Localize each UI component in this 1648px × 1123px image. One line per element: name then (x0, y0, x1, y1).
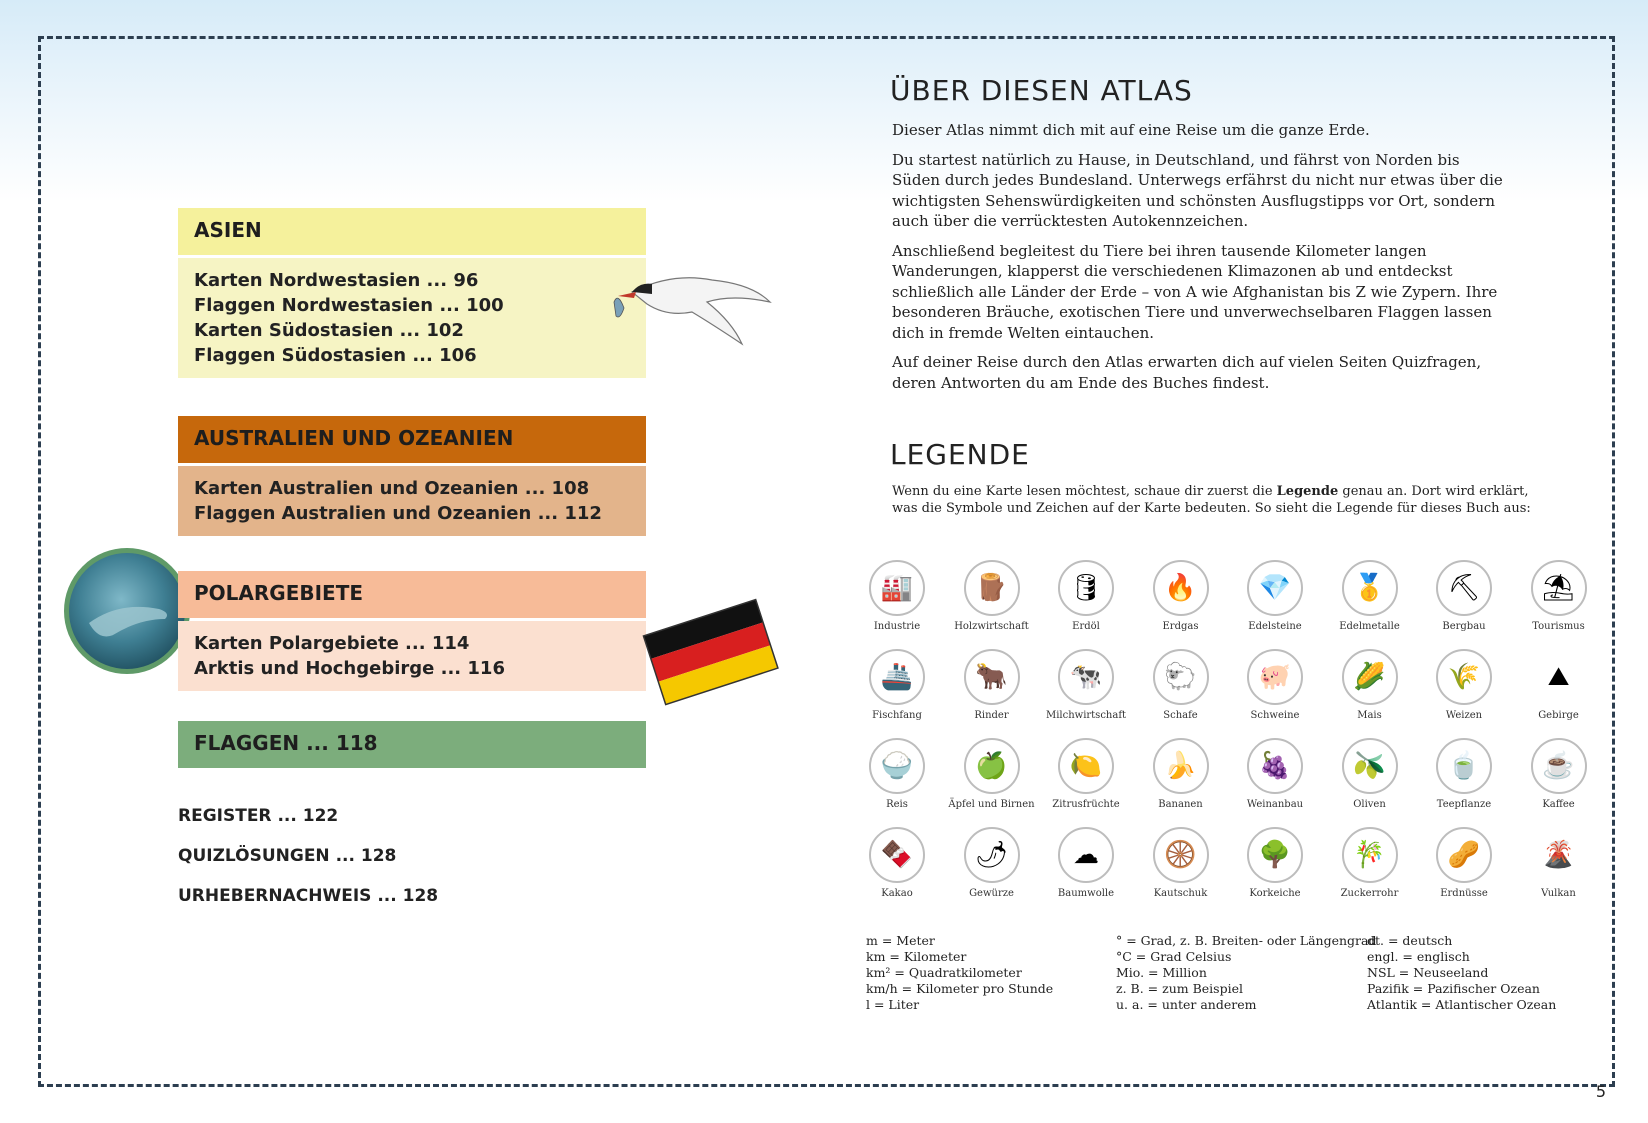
about-text (892, 120, 1512, 402)
toc-urhebernachweis[interactable]: URHEBERNACHWEIS ... 128 (178, 886, 439, 906)
legend-intro-bold: Legende (1276, 484, 1339, 499)
legend-item (1136, 560, 1226, 632)
toc-item[interactable]: Flaggen Südostasien ... 106 (194, 345, 477, 366)
toc-section-flaggen (178, 721, 646, 768)
legend-label: Mais (1357, 710, 1382, 721)
legend-item (1230, 560, 1320, 632)
legend-item (1419, 827, 1509, 899)
legend-icon: 🐑 (1153, 649, 1209, 705)
legend-label: Edelmetalle (1339, 621, 1400, 632)
about-paragraph: Dieser Atlas nimmt dich mit auf eine Reise um die ganze Erde. (892, 121, 1370, 139)
legend-item (947, 649, 1037, 721)
abbreviation: °C = Grad Celsius (1116, 949, 1232, 964)
legend-label: Erdöl (1072, 621, 1100, 632)
legend-item (1514, 738, 1604, 810)
toc-item[interactable]: Karten Polargebiete ... 114 (194, 633, 470, 654)
legend-label: Erdnüsse (1440, 888, 1488, 899)
abbreviation: l = Liter (866, 997, 920, 1012)
legend-item (1325, 738, 1415, 810)
toc-list-asien (178, 258, 646, 378)
legend-icon: ☁ (1058, 827, 1114, 883)
legend-item (1041, 738, 1131, 810)
legend-item (1419, 560, 1509, 632)
legend-label: Vulkan (1541, 888, 1576, 899)
abbreviation: ° = Grad, z. B. Breiten- oder Längengrad (1116, 933, 1377, 948)
legend-label: Schafe (1163, 710, 1198, 721)
abbreviation: z. B. = zum Beispiel (1116, 981, 1243, 996)
legend-icon: ⛰ (1531, 649, 1587, 705)
toc-section-polargebiete (178, 571, 646, 691)
legend-icon: 🪵 (964, 560, 1020, 616)
legend-title: LEGENDE (890, 438, 1030, 471)
german-flag-illustration (640, 594, 782, 712)
legend-label: Teepflanze (1436, 799, 1492, 810)
legend-label: Kaffee (1542, 799, 1575, 810)
abbreviation: km = Kilometer (866, 949, 967, 964)
legend-item (1041, 560, 1131, 632)
legend-label: Oliven (1353, 799, 1386, 810)
page-number: 5 (1595, 1082, 1606, 1101)
about-paragraph: Auf deiner Reise durch den Atlas erwarten dich auf vielen Seiten Quizfragen, deren Antworten du am Ende des Buches findest. (892, 353, 1482, 392)
legend-item (1136, 827, 1226, 899)
legend-intro (892, 483, 1532, 517)
legend-item (1514, 649, 1604, 721)
legend-item (1041, 827, 1131, 899)
toc-item[interactable]: Arktis und Hochgebirge ... 116 (194, 658, 505, 679)
legend-icon: 🍚 (869, 738, 925, 794)
toc-item[interactable]: Flaggen Australien und Ozeanien ... 112 (194, 503, 602, 524)
legend-label: Erdgas (1162, 621, 1199, 632)
legend-item (1136, 649, 1226, 721)
toc-list-polargebiete (178, 621, 646, 691)
legend-label: Weizen (1445, 710, 1483, 721)
about-title: ÜBER DIESEN ATLAS (890, 74, 1193, 107)
legend-label: Gewürze (969, 888, 1014, 899)
legend-label: Äpfel und Birnen (948, 799, 1035, 810)
toc-item[interactable]: Karten Südostasien ... 102 (194, 320, 464, 341)
legend-label: Baumwolle (1057, 888, 1115, 899)
abbreviation: km/h = Kilometer pro Stunde (866, 981, 1054, 996)
legend-icon: 🎋 (1342, 827, 1398, 883)
legend-item (1325, 560, 1415, 632)
legend-label: Bergbau (1442, 621, 1486, 632)
toc-register[interactable]: REGISTER ... 122 (178, 806, 339, 826)
legend-item (1230, 738, 1320, 810)
legend-item (852, 827, 942, 899)
legend-label: Zitrusfrüchte (1052, 799, 1120, 810)
legend-icon: 🛞 (1153, 827, 1209, 883)
legend-label: Edelsteine (1248, 621, 1302, 632)
legend-icon: 🌾 (1436, 649, 1492, 705)
legend-icon: 🍫 (869, 827, 925, 883)
abbreviation: Pazifik = Pazifischer Ozean (1367, 981, 1540, 996)
legend-icon: 🌳 (1247, 827, 1303, 883)
toc-section-asien (178, 208, 646, 378)
legend-item (1514, 560, 1604, 632)
legend-item (1230, 827, 1320, 899)
legend-icon: ⛱ (1531, 560, 1587, 616)
toc-item[interactable]: Karten Australien und Ozeanien ... 108 (194, 478, 590, 499)
legend-icon: 🐂 (964, 649, 1020, 705)
toc-heading-polargebiete[interactable]: POLARGEBIETE (178, 571, 646, 618)
legend-icon: ☕ (1531, 738, 1587, 794)
legend-icon: 🌽 (1342, 649, 1398, 705)
abbreviation: km² = Quadratkilometer (866, 965, 1022, 980)
toc-heading-australien[interactable]: AUSTRALIEN UND OZEANIEN (178, 416, 646, 463)
legend-item (1325, 649, 1415, 721)
abbreviations-col-1 (866, 933, 1053, 1013)
legend-icon: 🐄 (1058, 649, 1114, 705)
legend-icon: 🍋 (1058, 738, 1114, 794)
legend-label: Zuckerrohr (1340, 888, 1399, 899)
legend-item (1041, 649, 1131, 721)
legend-intro-text: Wenn du eine Karte lesen möchtest, schaue dir zuerst die (892, 484, 1277, 499)
abbreviation: NSL = Neuseeland (1367, 965, 1489, 980)
legend-intro-text: genau an. Dort wird erklärt, was die Symbole und Zeichen auf der Karte bedeuten. So sieht die Legende für dieses Buch aus: (892, 484, 1531, 516)
legend-icon: ⛏ (1436, 560, 1492, 616)
legend-item (947, 560, 1037, 632)
legend-item (1419, 649, 1509, 721)
legend-icon: 🛢 (1058, 560, 1114, 616)
toc-section-australien (178, 416, 646, 536)
abbreviations-col-2 (1116, 933, 1376, 1013)
legend-icon: 🌶 (964, 827, 1020, 883)
abbreviation: Atlantik = Atlantischer Ozean (1367, 997, 1557, 1012)
legend-icon: 🍇 (1247, 738, 1303, 794)
toc-item[interactable]: Flaggen Nordwestasien ... 100 (194, 295, 504, 316)
toc-quizloesungen[interactable]: QUIZLÖSUNGEN ... 128 (178, 846, 397, 866)
legend-item (1230, 649, 1320, 721)
legend-label: Bananen (1158, 799, 1203, 810)
legend-label: Gebirge (1538, 710, 1579, 721)
legend-icon: 🌋 (1531, 827, 1587, 883)
abbreviations-col-3 (1367, 933, 1556, 1013)
legend-label: Holzwirtschaft (954, 621, 1029, 632)
abbreviation: u. a. = unter anderem (1116, 997, 1257, 1012)
whale-medallion-image (64, 548, 190, 674)
legend-icon: 🥜 (1436, 827, 1492, 883)
legend-label: Fischfang (872, 710, 922, 721)
legend-icon: 🔥 (1153, 560, 1209, 616)
abbreviation: dt. = deutsch (1367, 933, 1453, 948)
toc-heading-flaggen[interactable]: FLAGGEN ... 118 (178, 721, 646, 768)
legend-label: Milchwirtschaft (1045, 710, 1127, 721)
legend-label: Korkeiche (1249, 888, 1301, 899)
abbreviation: engl. = englisch (1367, 949, 1470, 964)
legend-label: Tourismus (1532, 621, 1585, 632)
legend-label: Reis (886, 799, 908, 810)
legend-label: Weinanbau (1246, 799, 1304, 810)
abbreviation: Mio. = Million (1116, 965, 1207, 980)
legend-icon: 🍌 (1153, 738, 1209, 794)
legend-item (1136, 738, 1226, 810)
legend-item (1514, 827, 1604, 899)
tern-bird-illustration (612, 262, 774, 352)
legend-icon: 🍵 (1436, 738, 1492, 794)
legend-icon: 💎 (1247, 560, 1303, 616)
legend-icon: 🥇 (1342, 560, 1398, 616)
legend-label: Rinder (974, 710, 1009, 721)
toc-item[interactable]: Karten Nordwestasien ... 96 (194, 270, 479, 291)
legend-item (852, 649, 942, 721)
legend-item (1325, 827, 1415, 899)
about-paragraph: Du startest natürlich zu Hause, in Deutschland, und fährst von Norden bis Süden durch jedes Bundesland. Unterwegs erfährst du nicht nur etwas über die wichtigsten Sehenswürdigkeiten und schönsten Ausflugstipps vor Ort, sondern auch über die verrücktesten Autokennzeichen. (892, 150, 1503, 230)
abbreviation: m = Meter (866, 933, 935, 948)
legend-icon: 🚢 (869, 649, 925, 705)
toc-list-australien (178, 466, 646, 536)
legend-item (1419, 738, 1509, 810)
legend-label: Kakao (881, 888, 913, 899)
legend-icon: 🐖 (1247, 649, 1303, 705)
about-paragraph: Anschließend begleitest du Tiere bei ihren tausende Kilometer langen Wanderungen, klapperst die verschiedenen Klimazonen ab und entdeckst schließlich alle Länder der Erde – von A wie Afghanistan bis Z wie Zypern. Ihre besonderen Bräuche, exotischen Tiere und unverwechselbaren Flaggen lassen dich in fremde Welten eintauchen. (892, 241, 1498, 342)
legend-icon: 🏭 (869, 560, 925, 616)
legend-label: Kautschuk (1153, 888, 1208, 899)
legend-item (852, 560, 942, 632)
legend-item (947, 738, 1037, 810)
legend-icon: 🫒 (1342, 738, 1398, 794)
legend-label: Industrie (873, 621, 921, 632)
legend-item (947, 827, 1037, 899)
legend-icon: 🍏 (964, 738, 1020, 794)
toc-heading-asien[interactable]: ASIEN (178, 208, 646, 255)
legend-item (852, 738, 942, 810)
legend-label: Schweine (1250, 710, 1300, 721)
